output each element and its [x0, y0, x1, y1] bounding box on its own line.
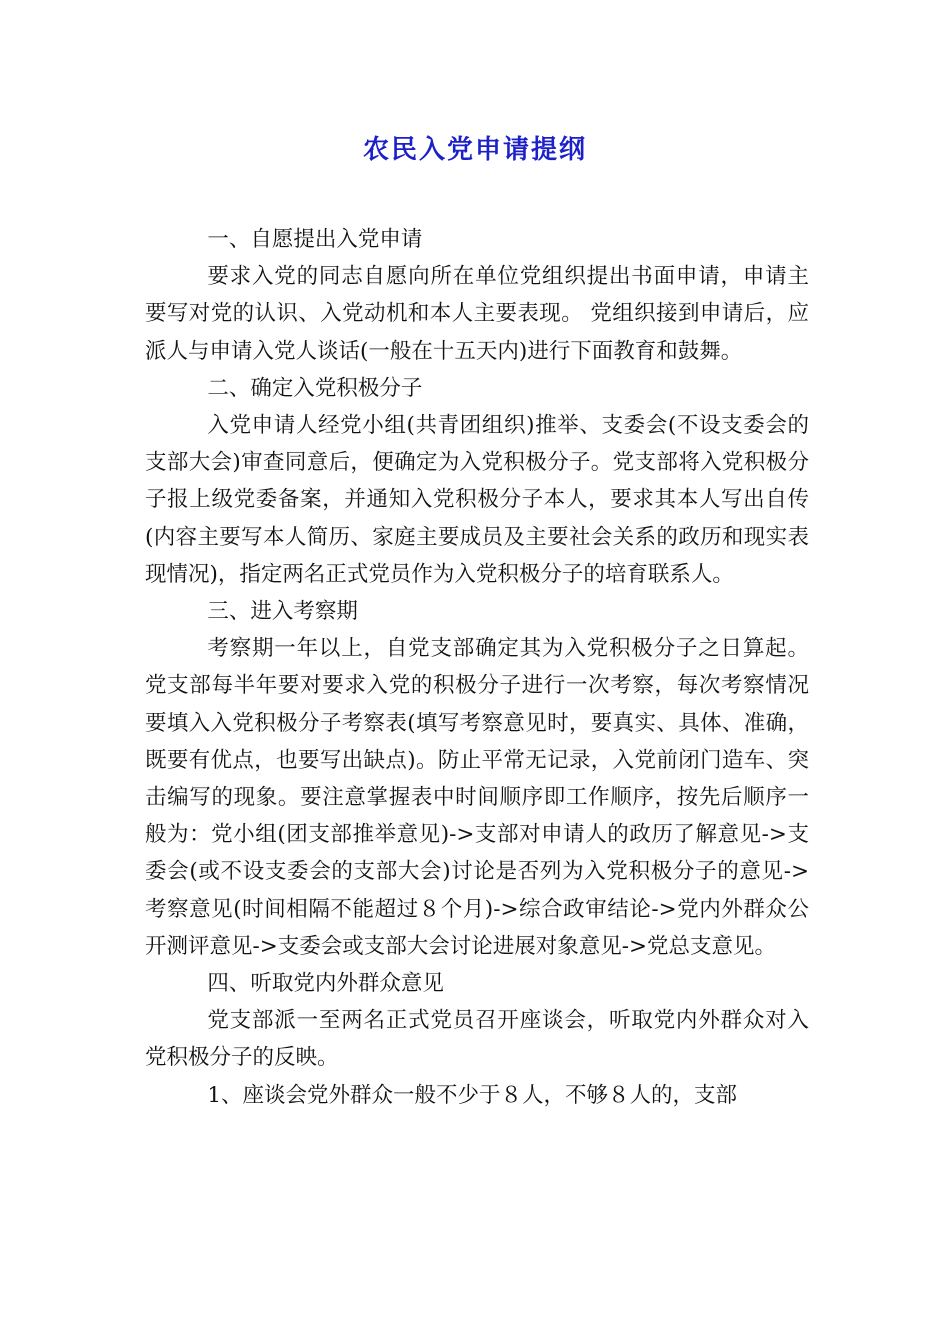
- paragraph: 党支部派一至两名正式党员召开座谈会，听取党内外群众对入党积极分子的反映。: [145, 1008, 809, 1071]
- document-title: 农民入党申请提纲: [362, 135, 587, 165]
- paragraph: 1、座谈会党外群众一般不少于８人，不够８人的，支部: [207, 1082, 738, 1108]
- paragraph: 要求入党的同志自愿向所在单位党组织提出书面申请，申请主要写对党的认识、入党动机和本人主要表现。 党组织接到申请后，应派人与申请入党人谈话(一般在十五天内)进行下面教育和鼓舞。: [145, 264, 809, 364]
- paragraph: 入党申请人经党小组(共青团组织)推举、支委会(不设支委会的支部大会)审查同意后，便确定为入党积极分子。党支部将入党积极分子报上级党委备案，并通知入党积极分子本人，要求其本人写出自传(内容主要写本人简历、家庭主要成员及主要社会关系的政历和现实表现情况)，指定两名正式党员作为入党积极分子的培育联系人。: [145, 413, 809, 587]
- document-body: [145, 221, 809, 1114]
- section-heading-1: 一、自愿提出入党申请: [207, 227, 423, 252]
- paragraph: 考察期一年以上，自党支部确定其为入党积极分子之日算起。党支部每半年要对要求入党的积极分子进行一次考察，每次考察情况要填入入党积极分子考察表(填写考察意见时，要真实、具体、准确，既要有优点，也要写出缺点)。防止平常无记录，入党前闭门造车、突击编写的现象。要注意掌握表中时间顺序即工作顺序，按先后顺序一般为：党小组(团支部推举意见)->支部对申请人的政历了解意见->支委会(或不设支委会的支部大会)讨论是否列为入党积极分子的意见->考察意见(时间相隔不能超过８个月)->综合政审结论->党内外群众公开测评意见->支委会或支部大会讨论进展对象意见->党总支意见。: [145, 636, 809, 959]
- section-heading-4: 四、听取党内外群众意见: [207, 971, 444, 997]
- section-heading-3: 三、进入考察期: [207, 599, 358, 625]
- section-heading-2: 二、确定入党积极分子: [207, 375, 423, 401]
